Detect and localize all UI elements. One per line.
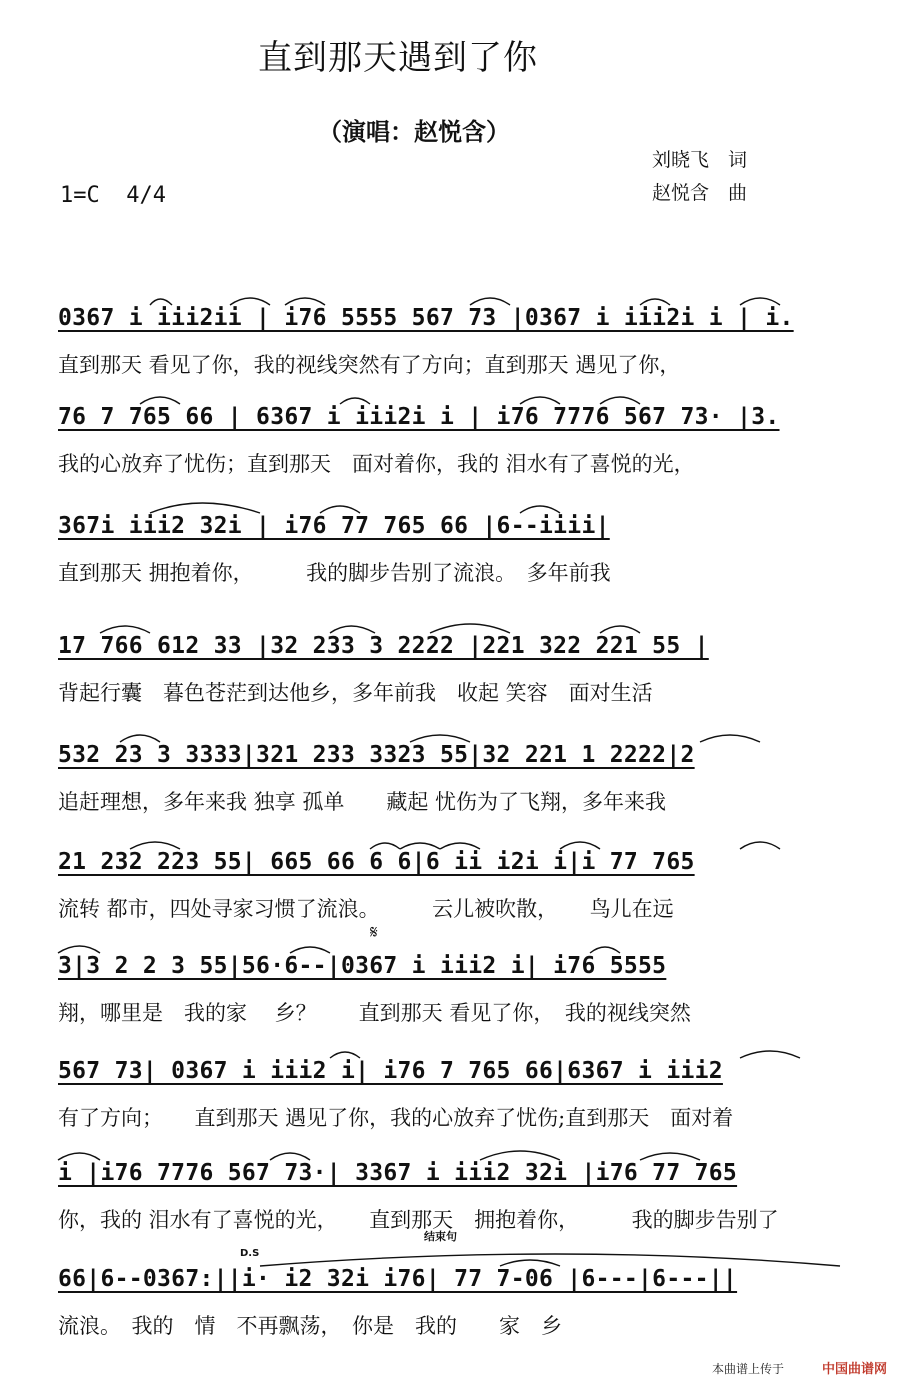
score-system-2 xyxy=(0,404,900,514)
lyric-line: 你，我的 泪水有了喜悦的光， 直到那天 拥抱着你， 我的脚步告别了 xyxy=(58,1208,779,1232)
lyric-line: 流浪。 我的 情 不再飘荡， 你是 我的 家 乡 xyxy=(58,1314,562,1338)
lyric-line: 有了方向； 直到那天 遇见了你，我的心放弃了忧伤;直到那天 面对着 xyxy=(58,1106,734,1130)
lyricist-credit: 刘晓飞 词 xyxy=(652,149,748,171)
score-system-3 xyxy=(0,513,900,623)
dal-segno-mark: D.S xyxy=(240,1248,260,1259)
notation-line: 567 73| 0367 i iii2 i| i76 7 765 66|6367 i iii2 xyxy=(58,1058,723,1084)
lyric-line: 翔，哪里是 我的家 乡？ 直到那天 看见了你， 我的视线突然 xyxy=(58,1001,691,1025)
notation-line: 532 23 3 3333|321 233 3323 55|32 221 1 2222|2 xyxy=(58,742,695,768)
notation-line: i |i76 7776 567 73·| 3367 i iii2 32i |i76 77 765 xyxy=(58,1160,738,1186)
song-title: 直到那天遇到了你 xyxy=(258,38,538,78)
lyric-line: 背起行囊 暮色苍茫到达他乡，多年前我 收起 笑容 面对生活 xyxy=(58,681,653,705)
notation-line: 66|6--0367:||i· i2 32i i76| 77 7-06 |6---|6---|| xyxy=(58,1266,738,1292)
lyric-line: 我的心放弃了忧伤；直到那天 面对着你，我的 泪水有了喜悦的光， xyxy=(58,452,695,476)
upload-note: 本曲谱上传于 xyxy=(712,1362,785,1376)
lyric-line: 流转 都市，四处寻家习惯了流浪。 云儿被吹散， 鸟儿在远 xyxy=(58,897,674,921)
ending-phrase-mark: 结束句 xyxy=(424,1230,457,1243)
composer-credit: 赵悦含 曲 xyxy=(652,182,748,204)
notation-line: 21 232 223 55| 665 66 6 6|6 ii i2i i|i 77 765 xyxy=(58,849,695,875)
notation-line: 0367 i iii2ii | i76 5555 567 73 |0367 i iii2i i | i. xyxy=(58,305,794,331)
notation-line: 3|3 2 2 3 55|56·6--|0367 i iii2 i| i76 5555 xyxy=(58,953,667,979)
lyric-line: 直到那天 拥抱着你， 我的脚步告别了流浪。 多年前我 xyxy=(58,561,611,585)
score-system-4 xyxy=(0,633,900,743)
site-logo-text[interactable]: 中国曲谱网 xyxy=(822,1362,888,1377)
lyric-line: 追赶理想，多年来我 独享 孤单 藏起 忧伤为了飞翔，多年来我 xyxy=(58,790,667,814)
notation-line: 17 766 612 33 |32 233 3 2222 |221 322 221 55 | xyxy=(58,633,709,659)
segno-sign: 𝄋 xyxy=(370,922,378,943)
lyric-line: 直到那天 看见了你，我的视线突然有了方向；直到那天 遇见了你， xyxy=(58,353,681,377)
notation-line: 76 7 765 66 | 6367 i iii2i i | i76 7776 567 73· |3. xyxy=(58,404,780,430)
notation-line: 367i iii2 32i | i76 77 765 66 |6--iiii| xyxy=(58,513,610,539)
key-signature: 1=C 4/4 xyxy=(60,183,166,208)
singer-credit: （演唱：赵悦含） xyxy=(318,117,510,146)
